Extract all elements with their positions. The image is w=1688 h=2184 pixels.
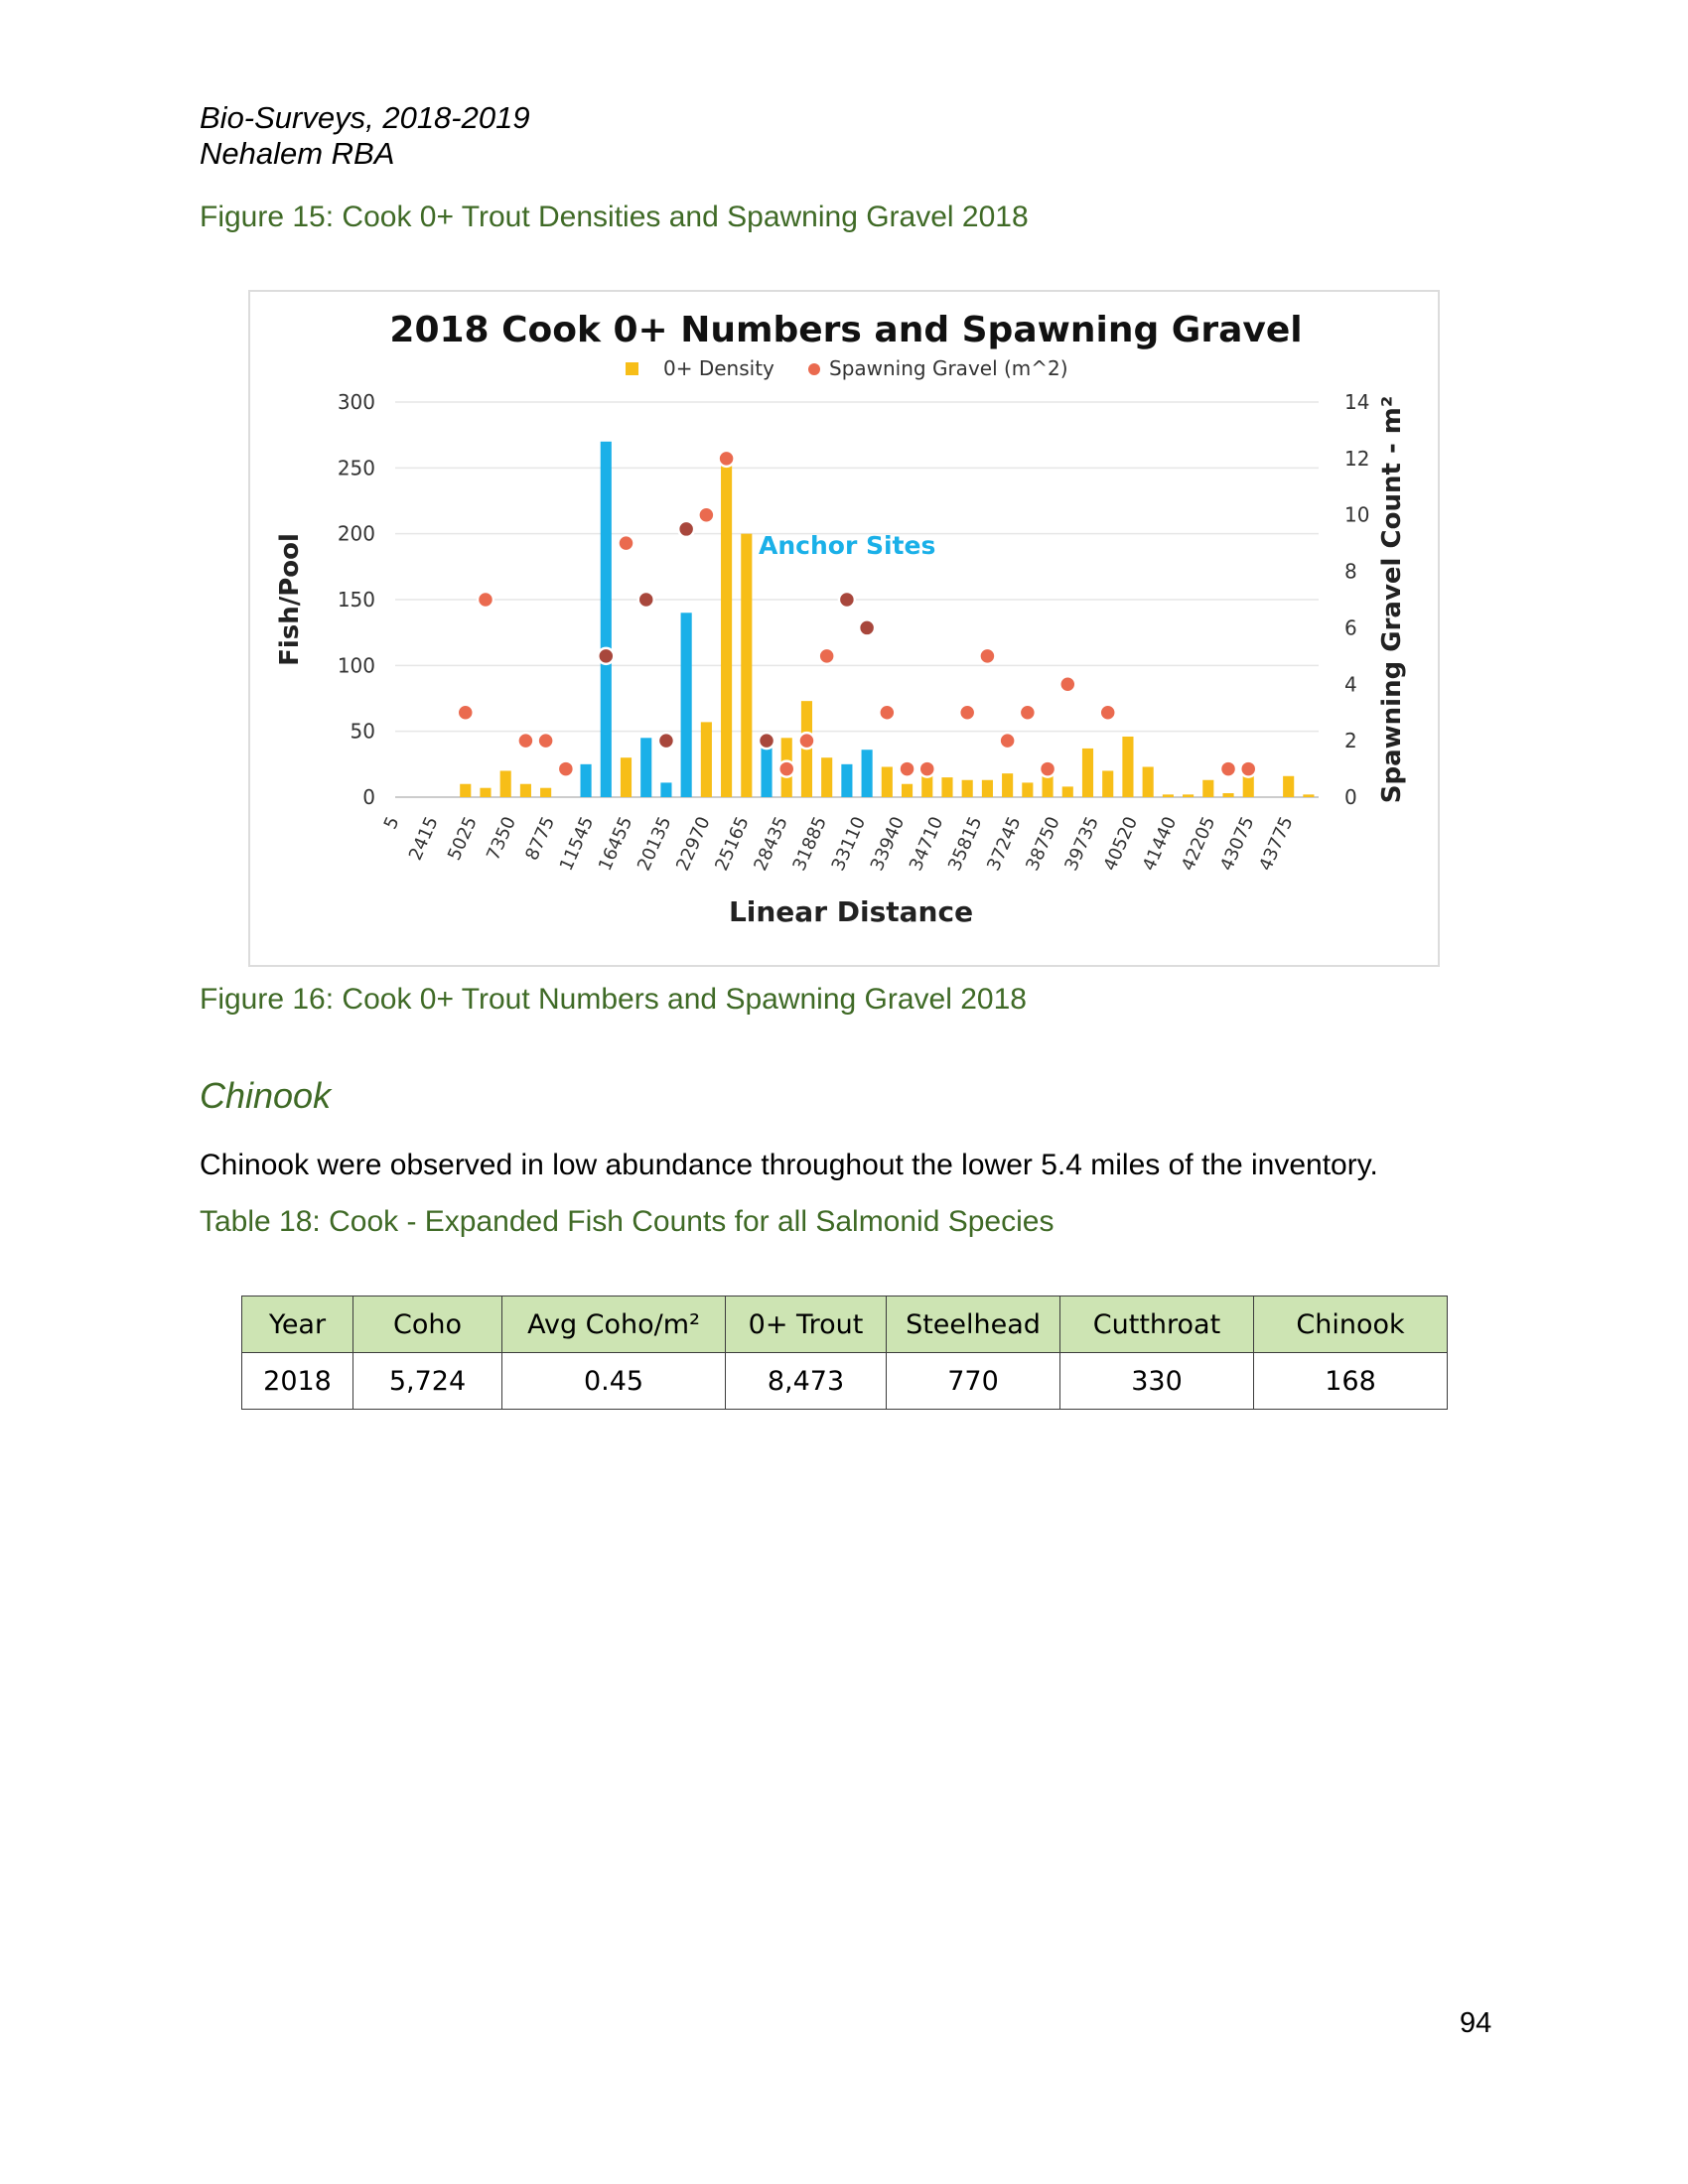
table-cell: 0.45: [502, 1353, 726, 1410]
x-tick-label: 39735: [1060, 813, 1103, 875]
bar: [862, 750, 873, 797]
y2-tick-label: 12: [1344, 446, 1370, 471]
bar: [500, 770, 511, 797]
x-tick-label: 35815: [944, 813, 987, 875]
bar: [1163, 794, 1174, 797]
bar: [841, 764, 852, 797]
gravel-point: [619, 535, 634, 551]
bar: [902, 784, 913, 797]
legend-gravel-swatch: [808, 363, 820, 375]
table-cell: 168: [1254, 1353, 1448, 1410]
bar: [721, 462, 732, 797]
bar: [1243, 774, 1254, 797]
y-tick-label: 200: [337, 521, 375, 546]
gravel-point: [517, 733, 533, 749]
y-tick-label: 250: [337, 456, 375, 480]
y2-axis-title: Spawning Gravel Count - m²: [1377, 395, 1407, 804]
bar: [640, 738, 651, 797]
combo-chart: [250, 292, 1442, 969]
gravel-point: [798, 733, 814, 749]
running-header-subtitle: Nehalem RBA: [200, 136, 395, 171]
gravel-point: [698, 507, 714, 523]
bar: [1143, 766, 1154, 797]
bar: [741, 534, 752, 797]
bar: [821, 757, 832, 797]
figure-16-caption: Figure 16: Cook 0+ Trout Numbers and Spawning Gravel 2018: [200, 983, 1027, 1016]
x-tick-label: 40520: [1099, 813, 1143, 875]
x-tick-label: 28435: [750, 813, 792, 875]
bar: [761, 745, 772, 797]
gravel-point: [919, 761, 935, 777]
bar: [1303, 794, 1314, 797]
table-cell: 5,724: [353, 1353, 502, 1410]
gravel-point: [598, 648, 614, 664]
x-tick-label: 43075: [1215, 813, 1259, 875]
bar: [660, 782, 671, 797]
bar: [962, 780, 973, 797]
y-tick-label: 0: [362, 785, 375, 809]
bar: [621, 757, 632, 797]
x-tick-label: 16455: [594, 813, 637, 875]
gravel-point: [1020, 705, 1036, 721]
x-tick-label: 42205: [1177, 813, 1220, 875]
bar: [921, 774, 932, 797]
gravel-point: [1220, 761, 1236, 777]
bar: [1102, 770, 1113, 797]
gravel-point: [819, 648, 835, 664]
gravel-point: [1100, 705, 1116, 721]
y-tick-label: 100: [337, 653, 375, 678]
bar: [982, 780, 993, 797]
y2-tick-label: 14: [1344, 390, 1370, 414]
gravel-point: [1240, 761, 1256, 777]
bar: [601, 442, 612, 797]
y-axis-title: Fish/Pool: [275, 533, 305, 666]
y-tick-label: 150: [337, 588, 375, 612]
table-header-cell: Year: [242, 1297, 353, 1353]
x-tick-label: 8775: [521, 813, 560, 864]
x-tick-label: 7350: [483, 813, 520, 864]
bar: [1022, 782, 1033, 797]
gravel-point: [658, 733, 674, 749]
table-header-cell: Steelhead: [887, 1297, 1060, 1353]
figure-15-caption: Figure 15: Cook 0+ Trout Densities and Spawning Gravel 2018: [200, 201, 1029, 233]
gravel-point: [759, 733, 774, 749]
bar: [540, 788, 551, 797]
x-tick-label: 5025: [444, 813, 482, 864]
bar: [1082, 749, 1093, 797]
table-header-row: [242, 1297, 1448, 1353]
bar: [1002, 773, 1013, 797]
table-header-cell: Avg Coho/m²: [502, 1297, 726, 1353]
section-heading: Chinook: [200, 1075, 332, 1116]
bar: [480, 788, 491, 797]
gravel-point: [558, 761, 574, 777]
gravel-point: [979, 648, 995, 664]
table-cell: 2018: [242, 1353, 353, 1410]
legend-density-label: 0+ Density: [663, 356, 774, 380]
y2-tick-label: 8: [1344, 559, 1357, 584]
table-row: [242, 1353, 1448, 1410]
x-tick-label: 31885: [788, 813, 832, 875]
x-tick-label: 33110: [827, 813, 871, 875]
x-tick-label: 11545: [555, 813, 599, 875]
x-tick-label: 34710: [905, 813, 948, 875]
x-tick-label: 25165: [711, 813, 754, 875]
section-body-text: Chinook were observed in low abundance throughout the lower 5.4 miles of the inventory.: [200, 1149, 1378, 1181]
bar: [1222, 793, 1233, 797]
bar: [1283, 776, 1294, 797]
x-tick-label: 22970: [672, 813, 715, 875]
table-18-caption: Table 18: Cook - Expanded Fish Counts for all Salmonid Species: [200, 1205, 1055, 1238]
x-axis-title: Linear Distance: [728, 895, 974, 928]
gravel-point: [839, 592, 855, 608]
x-tick-label: 5: [379, 813, 404, 833]
bar: [882, 766, 893, 797]
table-header-cell: Chinook: [1254, 1297, 1448, 1353]
bar: [681, 613, 692, 797]
chart-title: 2018 Cook 0+ Numbers and Spawning Gravel: [389, 310, 1303, 350]
y2-tick-label: 6: [1344, 615, 1357, 640]
x-tick-label: 33940: [866, 813, 910, 875]
bar: [520, 784, 531, 797]
x-tick-label: 20135: [633, 813, 676, 875]
bar: [1062, 786, 1073, 797]
gravel-point: [719, 451, 735, 467]
chart-frame: [248, 290, 1440, 967]
x-tick-label: 2415: [404, 813, 443, 864]
table-header-cell: Coho: [353, 1297, 502, 1353]
legend-density-swatch: [626, 362, 638, 375]
bar: [941, 777, 952, 797]
gravel-point: [1059, 676, 1075, 692]
gravel-point: [678, 521, 694, 537]
gravel-point: [1040, 761, 1055, 777]
gravel-point: [478, 592, 493, 608]
y2-tick-label: 2: [1344, 729, 1357, 753]
bar: [1122, 737, 1133, 797]
x-tick-label: 37245: [983, 813, 1026, 875]
table-header-cell: 0+ Trout: [726, 1297, 887, 1353]
x-tick-label: 41440: [1138, 813, 1182, 875]
gravel-point: [778, 761, 794, 777]
y2-tick-label: 4: [1344, 672, 1357, 697]
page-number: 94: [1460, 2007, 1492, 2039]
x-tick-label: 43775: [1255, 813, 1298, 875]
gravel-point: [959, 705, 975, 721]
x-tick-label: 38750: [1022, 813, 1064, 875]
legend-gravel-label: Spawning Gravel (m^2): [829, 356, 1068, 380]
bar: [460, 784, 471, 797]
y2-tick-label: 0: [1344, 785, 1357, 809]
table-cell: 8,473: [726, 1353, 887, 1410]
bar: [701, 722, 712, 797]
bar: [1202, 780, 1213, 797]
gravel-point: [538, 733, 554, 749]
bar: [1183, 794, 1194, 797]
table-cell: 770: [887, 1353, 1060, 1410]
table-cell: 330: [1060, 1353, 1254, 1410]
gravel-point: [1000, 733, 1016, 749]
gravel-point: [879, 705, 895, 721]
y2-tick-label: 10: [1344, 502, 1370, 527]
running-header-title: Bio-Surveys, 2018-2019: [200, 100, 530, 135]
gravel-point: [900, 761, 915, 777]
fish-counts-table: [241, 1296, 1448, 1410]
bar: [581, 764, 592, 797]
anchor-sites-annotation: Anchor Sites: [759, 531, 936, 560]
gravel-point: [859, 619, 875, 635]
table-header-cell: Cutthroat: [1060, 1297, 1254, 1353]
y-tick-label: 50: [350, 719, 375, 744]
y-tick-label: 300: [337, 390, 375, 414]
gravel-point: [458, 705, 474, 721]
gravel-point: [638, 592, 654, 608]
